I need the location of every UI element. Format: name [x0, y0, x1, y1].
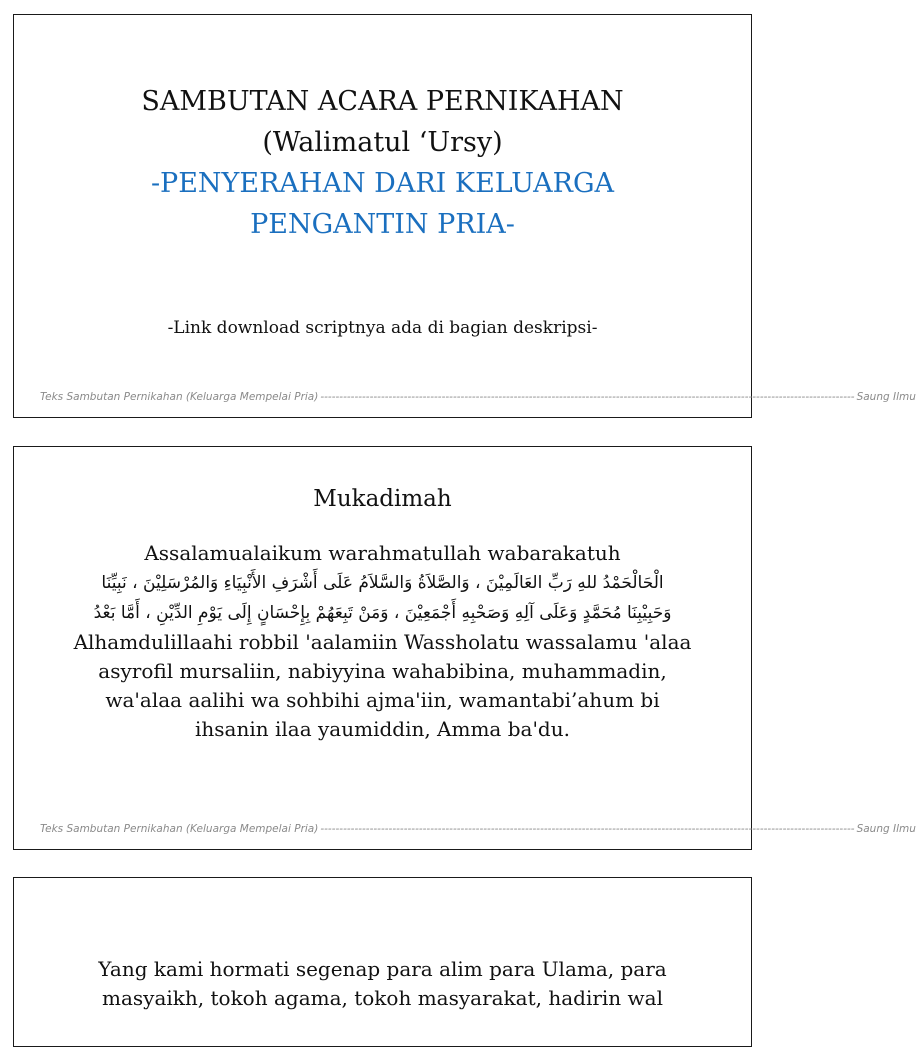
greeting-body-line-2: masyaikh, tokoh agama, tokoh masyarakat, hadirin wal	[102, 986, 663, 1010]
greeting-body-line-1: Yang kami hormati segenap para alim para Ulama, para	[98, 957, 667, 981]
section-heading: Mukadimah	[313, 486, 452, 512]
footer-dashes: ---------------------------------------------------------------------------------------------------------------------------------------------	[320, 823, 855, 835]
greeting-body	[14, 955, 751, 1013]
slide-greeting	[13, 877, 752, 1047]
slide-footer	[40, 823, 916, 835]
slide-mukadimah	[13, 446, 916, 850]
arabic-line-2: وَحَبِيْبِنَا مُحَمَّدٍ وَعَلَى آلِهِ وَصَحْبِهِ أَجْمَعِيْنَ ، وَمَنْ تَبِعَهُمْ بِإِحْسَانٍ إِلَى يَوْمِ الدِّيْنِ ، أَمَّا بَعْدُ	[93, 603, 672, 623]
download-link-note: -Link download scriptnya ada di bagian deskripsi-	[167, 318, 598, 338]
footer-left-text: Teks Sambutan Pernikahan (Keluarga Mempelai Pria)	[40, 823, 319, 835]
latin-line-2: asyrofil mursaliin, nabiyyina wahabibina, muhammadin,	[98, 659, 667, 683]
slide-title	[13, 14, 916, 418]
slide-footer	[40, 391, 916, 403]
main-title-line-2: (Walimatul ‘Ursy)	[262, 127, 503, 158]
greeting-line: Assalamualaikum warahmatullah wabarakatuh	[144, 541, 621, 565]
subtitle-line-2: PENGANTIN PRIA-	[250, 209, 515, 240]
latin-line-3: wa'alaa aalihi wa sohbihi ajma'iin, wamantabi’ahum bi	[105, 688, 660, 712]
title-block	[14, 81, 751, 245]
arabic-line-1: الْحَالْحَمْدُ للهِ رَبِّ العَالَمِيْنَ ، وَالصَّلاَةُ وَالسَّلاَمُ عَلَى أَشْرَفِ الأَنْبِيَاءِ وَالمُرْسَلِيْنَ ، نَبِيِّنَا	[101, 573, 664, 593]
footer-right-text: Saung Ilmu	[856, 391, 916, 403]
latin-line-4: ihsanin ilaa yaumiddin, Amma ba'du.	[195, 717, 570, 741]
main-title-line-1: SAMBUTAN ACARA PERNIKAHAN	[141, 86, 624, 117]
footer-left-text: Teks Sambutan Pernikahan (Keluarga Mempelai Pria)	[40, 391, 319, 403]
subtitle-line-1: -PENYERAHAN DARI KELUARGA	[150, 168, 615, 199]
footer-right-text: Saung Ilmu	[856, 823, 916, 835]
footer-dashes: ---------------------------------------------------------------------------------------------------------------------------------------------	[320, 391, 855, 403]
mukadimah-body	[14, 539, 751, 744]
latin-line-1: Alhamdulillaahi robbil 'aalamiin Wassholatu wassalamu 'alaa	[73, 630, 692, 654]
